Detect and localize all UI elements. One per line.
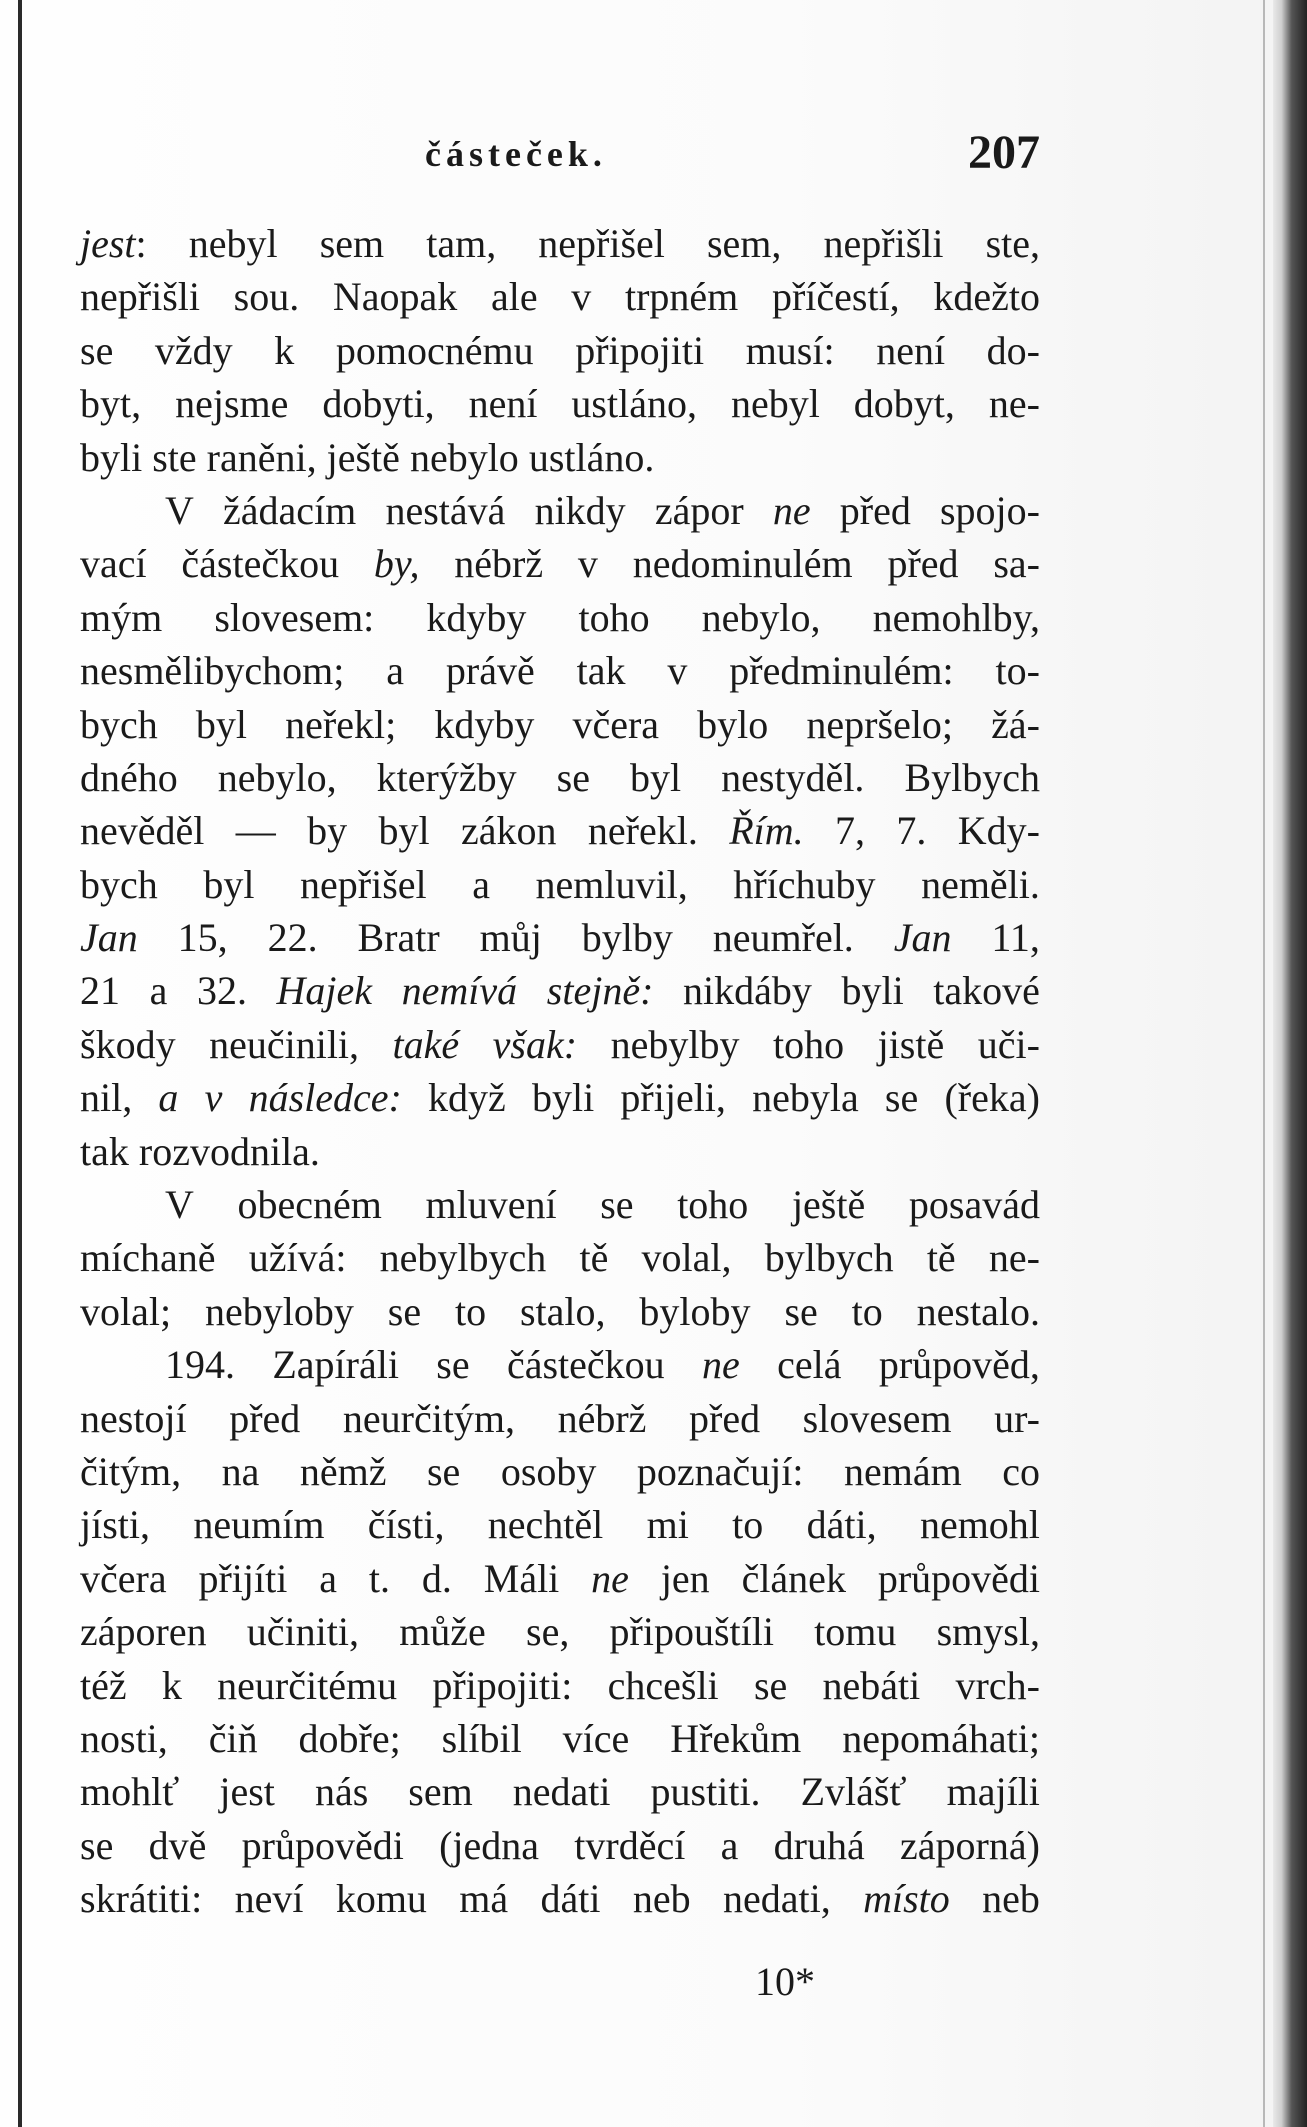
word: nébrž bbox=[454, 541, 544, 587]
word: tě bbox=[926, 1235, 956, 1281]
word: byloby bbox=[639, 1288, 751, 1334]
word: nestalo. bbox=[916, 1288, 1040, 1334]
word: neurčitému bbox=[217, 1662, 398, 1708]
word: by bbox=[307, 808, 348, 854]
word: žádacím bbox=[223, 487, 357, 533]
word: 32. bbox=[196, 968, 247, 1014]
scan-edge-right bbox=[1273, 0, 1307, 2127]
word: dného bbox=[80, 754, 178, 800]
word: ustláno, bbox=[571, 381, 697, 427]
word: když bbox=[428, 1075, 506, 1121]
word: částečkou bbox=[181, 541, 340, 587]
word: tak bbox=[576, 648, 626, 694]
word: se bbox=[600, 1182, 634, 1228]
word: dobře; bbox=[298, 1715, 401, 1761]
word: záporná) bbox=[900, 1822, 1040, 1868]
word: raněni, bbox=[206, 434, 317, 480]
word: Zapíráli bbox=[272, 1342, 399, 1388]
word: druhá bbox=[773, 1822, 865, 1868]
word: slíbil bbox=[441, 1715, 522, 1761]
text-line bbox=[80, 1819, 1040, 1872]
word: bylo bbox=[697, 701, 769, 747]
word: volal; bbox=[80, 1288, 172, 1334]
word: dáti bbox=[540, 1876, 601, 1922]
word: byt, bbox=[80, 381, 142, 427]
word: se bbox=[80, 1822, 114, 1868]
word: průpovědi bbox=[877, 1555, 1040, 1601]
word: 11, bbox=[991, 915, 1040, 961]
word: užívá: bbox=[248, 1235, 347, 1281]
word: byl bbox=[378, 808, 430, 854]
word: skrátiti: bbox=[80, 1876, 203, 1922]
word: kdyby bbox=[426, 594, 527, 640]
word: nebylbych bbox=[379, 1235, 547, 1281]
text-line bbox=[80, 270, 1040, 323]
word: byl bbox=[195, 701, 248, 747]
word: tě bbox=[579, 1235, 609, 1281]
word: v bbox=[577, 541, 598, 587]
word: k bbox=[161, 1662, 182, 1708]
word: se bbox=[436, 1342, 470, 1388]
word: neřekl; bbox=[285, 701, 397, 747]
word: ur- bbox=[994, 1395, 1040, 1441]
word: sem bbox=[319, 221, 385, 266]
word: smysl, bbox=[936, 1609, 1040, 1655]
word: jest: bbox=[80, 221, 147, 266]
word: nebylo, bbox=[701, 594, 821, 640]
word: nebylby bbox=[610, 1021, 740, 1067]
word: má bbox=[459, 1876, 509, 1922]
scan-edge-left bbox=[18, 0, 22, 2127]
word: to bbox=[732, 1502, 764, 1548]
word: mým bbox=[80, 594, 163, 640]
running-head: částeček. bbox=[425, 134, 607, 174]
text-line bbox=[80, 1392, 1040, 1445]
text-line bbox=[80, 431, 1040, 484]
word: 7, bbox=[835, 808, 866, 854]
word: však: bbox=[492, 1021, 578, 1067]
word: neučinili, bbox=[209, 1021, 360, 1067]
word: neurčitým, bbox=[342, 1395, 516, 1441]
text-line bbox=[80, 1872, 1040, 1925]
word: kterýžby bbox=[376, 754, 517, 800]
word: ste, bbox=[985, 221, 1040, 266]
word: 7. bbox=[896, 808, 927, 854]
text-line bbox=[80, 1659, 1040, 1712]
text-line bbox=[80, 537, 1040, 590]
word: to bbox=[851, 1288, 883, 1334]
word: nebáti bbox=[822, 1662, 921, 1708]
text-line bbox=[80, 591, 1040, 644]
word: neb bbox=[982, 1876, 1040, 1922]
word: d. bbox=[421, 1555, 452, 1601]
word: nebylo bbox=[409, 434, 519, 480]
word: toho bbox=[772, 1021, 845, 1067]
word: průpověd, bbox=[878, 1342, 1040, 1388]
word: Naopak bbox=[332, 274, 458, 320]
word: neměli. bbox=[921, 861, 1040, 907]
word: Zvlášť bbox=[800, 1769, 907, 1815]
word: se bbox=[884, 1075, 919, 1121]
word: se bbox=[80, 327, 114, 373]
word: slovesem bbox=[802, 1395, 952, 1441]
word: nepomáhati; bbox=[842, 1715, 1040, 1761]
word: před bbox=[689, 1395, 761, 1441]
word: připojiti bbox=[575, 327, 705, 373]
word: byl bbox=[629, 754, 682, 800]
word: (jedna bbox=[439, 1822, 540, 1868]
word: příčestí, bbox=[771, 274, 900, 320]
text-line bbox=[80, 911, 1040, 964]
word: před bbox=[887, 541, 959, 587]
word: nikdy bbox=[534, 487, 626, 533]
word: pomocnému bbox=[335, 327, 534, 373]
word: nil, bbox=[80, 1075, 133, 1121]
word: nepršelo; bbox=[806, 701, 954, 747]
word: celá bbox=[777, 1342, 842, 1388]
word: 21 bbox=[80, 968, 120, 1014]
word: hříchuby bbox=[733, 861, 876, 907]
word: pustiti. bbox=[650, 1769, 761, 1815]
word: bych bbox=[80, 701, 158, 747]
word: a bbox=[149, 968, 168, 1014]
scan-edge-right-line bbox=[1263, 0, 1265, 2127]
word: takové bbox=[933, 968, 1040, 1014]
word: ustláno. bbox=[528, 434, 655, 480]
word: neumřel. bbox=[712, 915, 854, 961]
text-line bbox=[80, 1285, 1040, 1338]
word: se bbox=[784, 1288, 818, 1334]
word: a bbox=[720, 1822, 739, 1868]
text-line bbox=[80, 964, 1040, 1017]
word: škody bbox=[80, 1021, 176, 1067]
word: nestojí bbox=[80, 1395, 187, 1441]
word: stejně: bbox=[546, 968, 654, 1014]
word: před bbox=[229, 1395, 301, 1441]
text-line bbox=[80, 858, 1040, 911]
word: připouštíli bbox=[609, 1609, 774, 1655]
word: sem bbox=[408, 1769, 473, 1815]
word: ne bbox=[591, 1555, 629, 1601]
text-line bbox=[80, 217, 1040, 270]
text-line bbox=[80, 1498, 1040, 1551]
word: následce: bbox=[248, 1075, 402, 1121]
word: vždy bbox=[154, 327, 233, 373]
signature-mark: 10* bbox=[755, 1959, 815, 2004]
word: čiň bbox=[208, 1715, 258, 1761]
word: Máli bbox=[483, 1555, 560, 1601]
word: toho bbox=[578, 594, 650, 640]
word: nemluvil, bbox=[535, 861, 688, 907]
word: do- bbox=[986, 327, 1040, 373]
text-line bbox=[80, 1552, 1040, 1605]
word: jest bbox=[219, 1769, 275, 1815]
word: není bbox=[468, 381, 538, 427]
word: nepřišli bbox=[823, 221, 944, 266]
word: neumím bbox=[193, 1502, 325, 1548]
word: spojo- bbox=[939, 487, 1040, 533]
word: tam, bbox=[426, 221, 497, 266]
text-line bbox=[80, 484, 1040, 537]
word: V bbox=[165, 1182, 194, 1228]
word: nebyla bbox=[752, 1075, 859, 1121]
text-line bbox=[80, 751, 1040, 804]
word: Jan bbox=[893, 915, 952, 961]
word: v bbox=[571, 274, 592, 320]
word: uči- bbox=[977, 1021, 1040, 1067]
word: mluvení bbox=[425, 1182, 557, 1228]
word: jen bbox=[660, 1555, 710, 1601]
word: předminulém: bbox=[729, 648, 954, 694]
word: místo bbox=[863, 1876, 950, 1922]
word: můj bbox=[479, 915, 542, 961]
word: trpném bbox=[624, 274, 739, 320]
word: záporen bbox=[80, 1609, 207, 1655]
word: byli bbox=[531, 1075, 595, 1121]
word: v bbox=[204, 1075, 223, 1121]
word: připojiti: bbox=[432, 1662, 573, 1708]
word: mi bbox=[646, 1502, 689, 1548]
text-line bbox=[80, 1338, 1040, 1391]
word: není bbox=[876, 327, 946, 373]
word: k bbox=[274, 327, 295, 373]
text-line bbox=[80, 804, 1040, 857]
word: nebyl bbox=[188, 221, 278, 266]
word: se bbox=[426, 1448, 461, 1494]
word: Jan bbox=[80, 915, 138, 961]
word: dobyti, bbox=[322, 381, 435, 427]
word: žá- bbox=[991, 701, 1040, 747]
word: nepřišli bbox=[80, 274, 200, 320]
word: ne- bbox=[988, 381, 1040, 427]
word: nebylo, bbox=[217, 754, 337, 800]
word: nedati, bbox=[723, 1876, 831, 1922]
word: nikdáby bbox=[682, 968, 812, 1014]
word: právě bbox=[445, 648, 535, 694]
word: neví bbox=[234, 1876, 304, 1922]
word: a bbox=[386, 648, 405, 694]
word: ještě bbox=[791, 1182, 866, 1228]
word: nechtěl bbox=[487, 1502, 604, 1548]
word: zákon bbox=[461, 808, 557, 854]
word: Hřekům bbox=[670, 1715, 802, 1761]
word: Řím. bbox=[729, 808, 804, 854]
text-line bbox=[80, 377, 1040, 430]
word: co bbox=[1002, 1448, 1040, 1494]
word: volal, bbox=[641, 1235, 732, 1281]
word: nedati bbox=[512, 1769, 611, 1815]
text-line bbox=[80, 1605, 1040, 1658]
word: míchaně bbox=[80, 1235, 216, 1281]
word: může bbox=[399, 1609, 486, 1655]
text-line bbox=[80, 644, 1040, 697]
word: stalo, bbox=[519, 1288, 606, 1334]
word: vrch- bbox=[955, 1662, 1040, 1708]
word: učiniti, bbox=[246, 1609, 359, 1655]
word: ne bbox=[702, 1342, 740, 1388]
text-line bbox=[80, 324, 1040, 377]
word: byli bbox=[80, 434, 143, 480]
word: sou. bbox=[233, 274, 300, 320]
word: čitým, bbox=[80, 1448, 182, 1494]
word: mohlť bbox=[80, 1769, 180, 1815]
word: majíli bbox=[946, 1769, 1040, 1815]
word: se, bbox=[526, 1609, 570, 1655]
word: kdežto bbox=[933, 274, 1040, 320]
word: nevěděl bbox=[80, 808, 205, 854]
word: se bbox=[753, 1662, 788, 1708]
word: Hajek bbox=[276, 968, 373, 1014]
page-header bbox=[80, 125, 1040, 195]
word: bych bbox=[80, 861, 158, 907]
body-text bbox=[80, 217, 1040, 1926]
text-line bbox=[80, 1445, 1040, 1498]
text-line bbox=[80, 1231, 1040, 1284]
word: 22. bbox=[267, 915, 318, 961]
word: nejsme bbox=[175, 381, 289, 427]
word: ste bbox=[152, 434, 197, 480]
word: byl bbox=[203, 861, 255, 907]
word: a bbox=[158, 1075, 179, 1121]
word: nemám bbox=[844, 1448, 962, 1494]
word: a bbox=[319, 1555, 337, 1601]
text-line bbox=[80, 1178, 1040, 1231]
word: Bylbych bbox=[904, 754, 1040, 800]
word: nesmělibychom; bbox=[80, 648, 345, 694]
word: nemohlby, bbox=[872, 594, 1040, 640]
word: tomu bbox=[814, 1609, 897, 1655]
word: jísti, bbox=[80, 1502, 151, 1548]
word: včera bbox=[80, 1555, 167, 1601]
word: — bbox=[235, 808, 276, 854]
word: článek bbox=[741, 1555, 846, 1601]
word: včera bbox=[572, 701, 660, 747]
word: více bbox=[562, 1715, 630, 1761]
word: komu bbox=[335, 1876, 427, 1922]
word: tak bbox=[80, 1128, 129, 1174]
word: to bbox=[454, 1288, 487, 1334]
word: ne- bbox=[988, 1235, 1040, 1281]
word: čísti, bbox=[367, 1502, 445, 1548]
word: osoby bbox=[500, 1448, 597, 1494]
word: Kdy- bbox=[957, 808, 1040, 854]
word: nemohl bbox=[919, 1502, 1040, 1548]
word: částečkou bbox=[506, 1342, 665, 1388]
word: bylbych bbox=[764, 1235, 894, 1281]
word: slovesem: bbox=[214, 594, 375, 640]
word: dáti, bbox=[806, 1502, 877, 1548]
word: musí: bbox=[745, 327, 835, 373]
word: nás bbox=[314, 1769, 369, 1815]
word: průpovědi bbox=[241, 1822, 404, 1868]
word: se bbox=[387, 1288, 422, 1334]
text-line bbox=[80, 1071, 1040, 1124]
word: nedominulém bbox=[632, 541, 853, 587]
word: sa- bbox=[993, 541, 1040, 587]
word: chcešli bbox=[607, 1662, 719, 1708]
word: poznačují: bbox=[636, 1448, 804, 1494]
word: V bbox=[165, 487, 194, 533]
word: nebyloby bbox=[204, 1288, 354, 1334]
word: by, bbox=[373, 541, 420, 587]
word: též bbox=[80, 1662, 127, 1708]
word: to- bbox=[995, 648, 1040, 694]
word: kdyby bbox=[434, 701, 535, 747]
word: bylby bbox=[581, 915, 673, 961]
word: nepřišel bbox=[538, 221, 665, 266]
word: (řeka) bbox=[944, 1075, 1040, 1121]
word: nepřišel bbox=[300, 861, 427, 907]
word: Bratr bbox=[357, 915, 440, 961]
text-line bbox=[80, 1125, 1040, 1178]
word: byli bbox=[841, 968, 904, 1014]
text-line bbox=[80, 1712, 1040, 1765]
text-line bbox=[80, 698, 1040, 751]
word: rozvodnila. bbox=[138, 1128, 320, 1174]
word: nosti, bbox=[80, 1715, 168, 1761]
word: nestává bbox=[385, 487, 506, 533]
text-line bbox=[80, 1018, 1040, 1071]
word: ještě bbox=[326, 434, 400, 480]
word: vací bbox=[80, 541, 147, 587]
word: také bbox=[392, 1021, 460, 1067]
text-line bbox=[80, 1765, 1040, 1818]
word: se bbox=[556, 754, 590, 800]
word: před bbox=[839, 487, 911, 533]
word: zápor bbox=[654, 487, 744, 533]
word: dvě bbox=[148, 1822, 207, 1868]
word: nestyděl. bbox=[721, 754, 865, 800]
word: ale bbox=[490, 274, 538, 320]
word: dobyt, bbox=[853, 381, 955, 427]
word: nebyl bbox=[730, 381, 820, 427]
word: jistě bbox=[877, 1021, 945, 1067]
word: posavád bbox=[908, 1182, 1040, 1228]
word: nemívá bbox=[401, 968, 518, 1014]
word: sem, bbox=[706, 221, 782, 266]
word: v bbox=[667, 648, 688, 694]
word: a bbox=[472, 861, 490, 907]
word: neb bbox=[632, 1876, 691, 1922]
word: tvrděcí bbox=[574, 1822, 686, 1868]
word: ne bbox=[772, 487, 811, 533]
word: nébrž bbox=[557, 1395, 647, 1441]
word: t. bbox=[368, 1555, 390, 1601]
word: přijeli, bbox=[620, 1075, 726, 1121]
word: němž bbox=[299, 1448, 387, 1494]
word: neřekl. bbox=[587, 808, 698, 854]
page-number: 207 bbox=[968, 126, 1040, 179]
word: obecném bbox=[237, 1182, 382, 1228]
word: 194. bbox=[165, 1342, 235, 1388]
word: přijíti bbox=[198, 1555, 288, 1601]
word: na bbox=[221, 1448, 260, 1494]
word: toho bbox=[677, 1182, 749, 1228]
word: 15, bbox=[177, 915, 228, 961]
